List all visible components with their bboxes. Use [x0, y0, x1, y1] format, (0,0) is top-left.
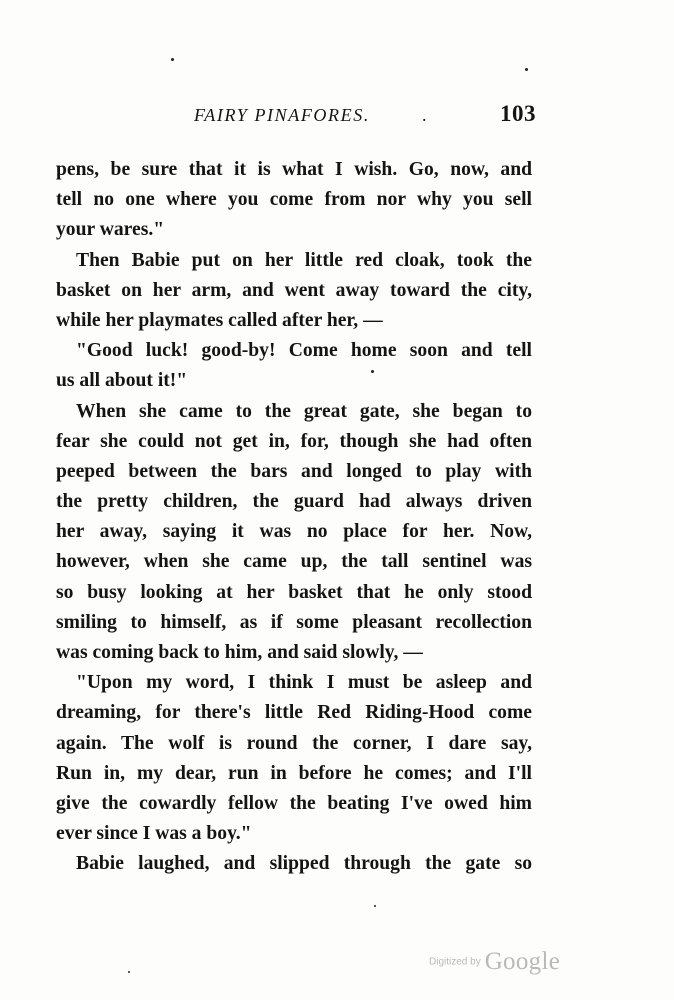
print-speck [374, 905, 376, 907]
text-line: fear she could not get in, for, though she had often [56, 430, 532, 452]
text-line: tell no one where you come from nor why you sell [56, 189, 532, 211]
page-number: 103 [500, 101, 536, 126]
text-line: us all about it!" [56, 370, 188, 392]
text-line: so busy looking at her basket that he only stood [56, 581, 532, 603]
running-title: FAIRY PINAFORES. [194, 105, 370, 125]
text-line: ever since I was a boy." [56, 823, 252, 845]
print-speck [128, 971, 130, 973]
text-line: again. The wolf is round the corner, I dare say, [56, 732, 532, 754]
text-line: Then Babie put on her little red cloak, took the [76, 249, 532, 271]
text-line: Run in, my dear, run in before he comes; and I'll [56, 762, 532, 784]
text-line: her away, saying it was no place for her. Now, [56, 521, 532, 543]
text-line: was coming back to him, and said slowly, — [56, 642, 423, 663]
text-line: "Upon my word, I think I must be asleep and [76, 672, 532, 694]
text-line: basket on her arm, and went away toward the city, [56, 279, 532, 301]
text-line: your wares." [56, 219, 165, 241]
text-line: however, when she came up, the tall sentinel was [56, 551, 532, 573]
running-header [56, 101, 536, 131]
text-line: peeped between the bars and longed to play with [56, 460, 532, 482]
text-line: the pretty children, the guard had always driven [56, 491, 532, 513]
text-line: "Good luck! good-by! Come home soon and tell [76, 340, 532, 362]
text-line: dreaming, for there's little Red Riding-Hood come [56, 702, 532, 724]
body-text [56, 155, 532, 880]
text-line: When she came to the great gate, she began to [76, 400, 532, 422]
header-separator: . [422, 105, 427, 125]
digitized-watermark [429, 948, 560, 976]
text-line: while her playmates called after her, — [56, 309, 383, 331]
google-logo: Google [484, 948, 561, 975]
print-speck [525, 68, 528, 71]
watermark-prefix: Digitized by [429, 956, 481, 968]
text-line: give the cowardly fellow the beating I've owed him [56, 792, 532, 814]
text-line: smiling to himself, as if some pleasant recollection [56, 611, 532, 633]
print-speck [171, 58, 174, 61]
text-line: pens, be sure that it is what I wish. Go, now, and [56, 159, 532, 180]
text-line: Babie laughed, and slipped through the gate so [76, 853, 532, 875]
